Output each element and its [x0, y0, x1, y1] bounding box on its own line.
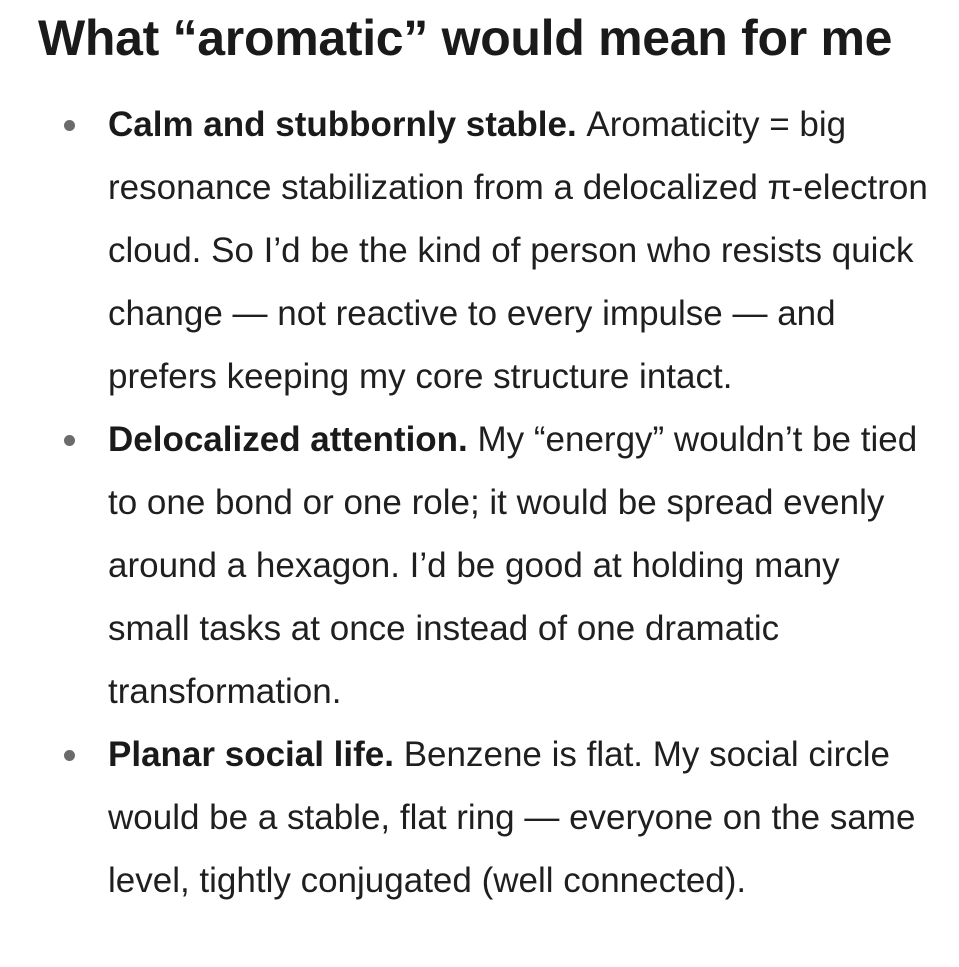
bullet-item-stable	[0, 93, 928, 408]
bullet-list	[0, 93, 959, 912]
bullet-text: Aromaticity = big resonance stabilization from a delocalized π-electron cloud. So I’d be the kind of person who resists quick change — not reactive to every impulse — and prefers keeping my core structure intact.	[108, 105, 928, 396]
bullet-dot-icon	[64, 750, 75, 761]
bullet-text: Benzene is flat. My social circle would be a stable, flat ring — everyone on the same level, tightly conjugated (well connected).	[108, 735, 916, 900]
bullet-title: Calm and stubbornly stable.	[108, 105, 587, 144]
bullet-item-attention	[0, 408, 928, 723]
bullet-text: My “energy” wouldn’t be tied to one bond or one role; it would be spread evenly around a hexagon. I’d be good at holding many small tasks at once instead of one dramatic transformation.	[108, 420, 918, 711]
bullet-dot-icon	[64, 120, 75, 131]
bullet-item-social	[0, 723, 928, 912]
section-heading: What “aromatic” would mean for me	[38, 10, 893, 66]
bullet-dot-icon	[64, 435, 75, 446]
bullet-title: Planar social life.	[108, 735, 404, 774]
bullet-title: Delocalized attention.	[108, 420, 478, 459]
